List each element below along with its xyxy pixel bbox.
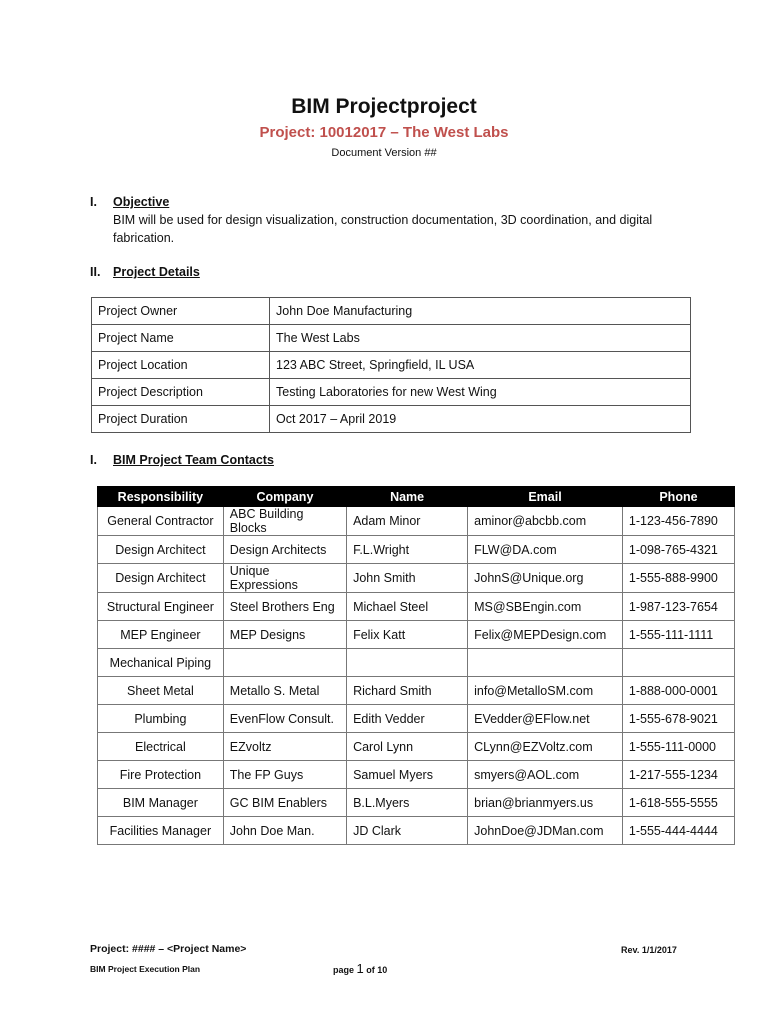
- details-row: [92, 298, 691, 325]
- column-header: Email: [468, 487, 623, 507]
- contacts-header-row: [98, 487, 735, 507]
- page-prefix: page: [333, 965, 355, 975]
- email-cell: aminor@abcbb.com: [468, 507, 623, 536]
- details-row: [92, 352, 691, 379]
- project-subtitle: Project: 10012017 – The West Labs: [259, 124, 509, 141]
- name-cell: F.L.Wright: [347, 536, 468, 564]
- phone-cell: [622, 649, 734, 677]
- name-cell: Adam Minor: [347, 507, 468, 536]
- table-row: [98, 593, 735, 621]
- name-cell: Richard Smith: [347, 677, 468, 705]
- company-cell: MEP Designs: [223, 621, 346, 649]
- phone-cell: 1-555-888-9900: [622, 564, 734, 593]
- responsibility-cell: General Contractor: [98, 507, 224, 536]
- company-cell: GC BIM Enablers: [223, 789, 346, 817]
- name-cell: Samuel Myers: [347, 761, 468, 789]
- details-value: John Doe Manufacturing: [270, 298, 691, 325]
- responsibility-cell: Design Architect: [98, 564, 224, 593]
- company-cell: John Doe Man.: [223, 817, 346, 845]
- table-row: [98, 705, 735, 733]
- responsibility-cell: Structural Engineer: [98, 593, 224, 621]
- document-version: Document Version ##: [331, 147, 437, 159]
- phone-cell: 1-555-444-4444: [622, 817, 734, 845]
- section-objective-heading: [90, 195, 169, 209]
- section-label: Objective: [113, 195, 170, 209]
- section-label: BIM Project Team Contacts: [113, 453, 274, 467]
- company-cell: EvenFlow Consult.: [223, 705, 346, 733]
- company-cell: EZvoltz: [223, 733, 346, 761]
- email-cell: Felix@MEPDesign.com: [468, 621, 623, 649]
- responsibility-cell: Sheet Metal: [98, 677, 224, 705]
- company-cell: The FP Guys: [223, 761, 346, 789]
- details-value: 123 ABC Street, Springfield, IL USA: [270, 352, 691, 379]
- company-cell: [223, 649, 346, 677]
- name-cell: B.L.Myers: [347, 789, 468, 817]
- details-key: Project Duration: [92, 406, 270, 433]
- email-cell: FLW@DA.com: [468, 536, 623, 564]
- column-header: Company: [223, 487, 346, 507]
- footer-revision: Rev. 1/1/2017: [621, 945, 677, 955]
- table-row: [98, 564, 735, 593]
- email-cell: JohnS@Unique.org: [468, 564, 623, 593]
- email-cell: info@MetalloSM.com: [468, 677, 623, 705]
- details-row: [92, 325, 691, 352]
- table-row: [98, 733, 735, 761]
- details-key: Project Description: [92, 379, 270, 406]
- table-row: [98, 677, 735, 705]
- details-key: Project Owner: [92, 298, 270, 325]
- footer-project: Project: #### – <Project Name>: [90, 943, 247, 955]
- phone-cell: 1-555-111-0000: [622, 733, 734, 761]
- section-number: I.: [90, 195, 97, 209]
- page-suffix: of 10: [366, 965, 388, 975]
- email-cell: MS@SBEngin.com: [468, 593, 623, 621]
- table-row: [98, 649, 735, 677]
- phone-cell: 1-217-555-1234: [622, 761, 734, 789]
- responsibility-cell: MEP Engineer: [98, 621, 224, 649]
- footer-page-number: [333, 961, 387, 976]
- footer-plan-name: BIM Project Execution Plan: [90, 964, 201, 974]
- table-row: [98, 536, 735, 564]
- details-key: Project Name: [92, 325, 270, 352]
- details-row: [92, 379, 691, 406]
- phone-cell: 1-555-678-9021: [622, 705, 734, 733]
- company-cell: Unique Expressions: [223, 564, 346, 593]
- company-cell: Metallo S. Metal: [223, 677, 346, 705]
- table-row: [98, 761, 735, 789]
- table-row: [98, 621, 735, 649]
- name-cell: JD Clark: [347, 817, 468, 845]
- responsibility-cell: Mechanical Piping: [98, 649, 224, 677]
- email-cell: smyers@AOL.com: [468, 761, 623, 789]
- table-row: [98, 789, 735, 817]
- name-cell: John Smith: [347, 564, 468, 593]
- email-cell: brian@brianmyers.us: [468, 789, 623, 817]
- objective-text: BIM will be used for design visualization, construction documentation, 3D coordination, and digital fabrication.: [113, 213, 653, 245]
- name-cell: Michael Steel: [347, 593, 468, 621]
- phone-cell: 1-618-555-5555: [622, 789, 734, 817]
- details-value: Oct 2017 – April 2019: [270, 406, 691, 433]
- section-label: Project Details: [113, 265, 200, 279]
- responsibility-cell: Fire Protection: [98, 761, 224, 789]
- responsibility-cell: Electrical: [98, 733, 224, 761]
- section-number: I.: [90, 453, 97, 467]
- column-header: Responsibility: [98, 487, 224, 507]
- responsibility-cell: Design Architect: [98, 536, 224, 564]
- email-cell: CLynn@EZVoltz.com: [468, 733, 623, 761]
- company-cell: ABC Building Blocks: [223, 507, 346, 536]
- page-current: 1: [356, 961, 364, 976]
- table-row: [98, 817, 735, 845]
- name-cell: Edith Vedder: [347, 705, 468, 733]
- phone-cell: 1-888-000-0001: [622, 677, 734, 705]
- name-cell: Carol Lynn: [347, 733, 468, 761]
- email-cell: [468, 649, 623, 677]
- section-details-heading: [90, 265, 200, 279]
- column-header: Name: [347, 487, 468, 507]
- section-contacts-heading: [90, 453, 274, 467]
- phone-cell: 1-098-765-4321: [622, 536, 734, 564]
- email-cell: JohnDoe@JDMan.com: [468, 817, 623, 845]
- name-cell: Felix Katt: [347, 621, 468, 649]
- phone-cell: 1-987-123-7654: [622, 593, 734, 621]
- phone-cell: 1-555-111-1111: [622, 621, 734, 649]
- project-details-table: [91, 297, 691, 433]
- phone-cell: 1-123-456-7890: [622, 507, 734, 536]
- details-value: Testing Laboratories for new West Wing: [270, 379, 691, 406]
- team-contacts-table: [97, 486, 735, 845]
- responsibility-cell: BIM Manager: [98, 789, 224, 817]
- responsibility-cell: Facilities Manager: [98, 817, 224, 845]
- details-key: Project Location: [92, 352, 270, 379]
- responsibility-cell: Plumbing: [98, 705, 224, 733]
- company-cell: Design Architects: [223, 536, 346, 564]
- section-number: II.: [90, 265, 101, 279]
- details-value: The West Labs: [270, 325, 691, 352]
- table-row: [98, 507, 735, 536]
- email-cell: EVedder@EFlow.net: [468, 705, 623, 733]
- name-cell: [347, 649, 468, 677]
- document-title: BIM Projectproject: [291, 95, 477, 118]
- column-header: Phone: [622, 487, 734, 507]
- details-row: [92, 406, 691, 433]
- company-cell: Steel Brothers Eng: [223, 593, 346, 621]
